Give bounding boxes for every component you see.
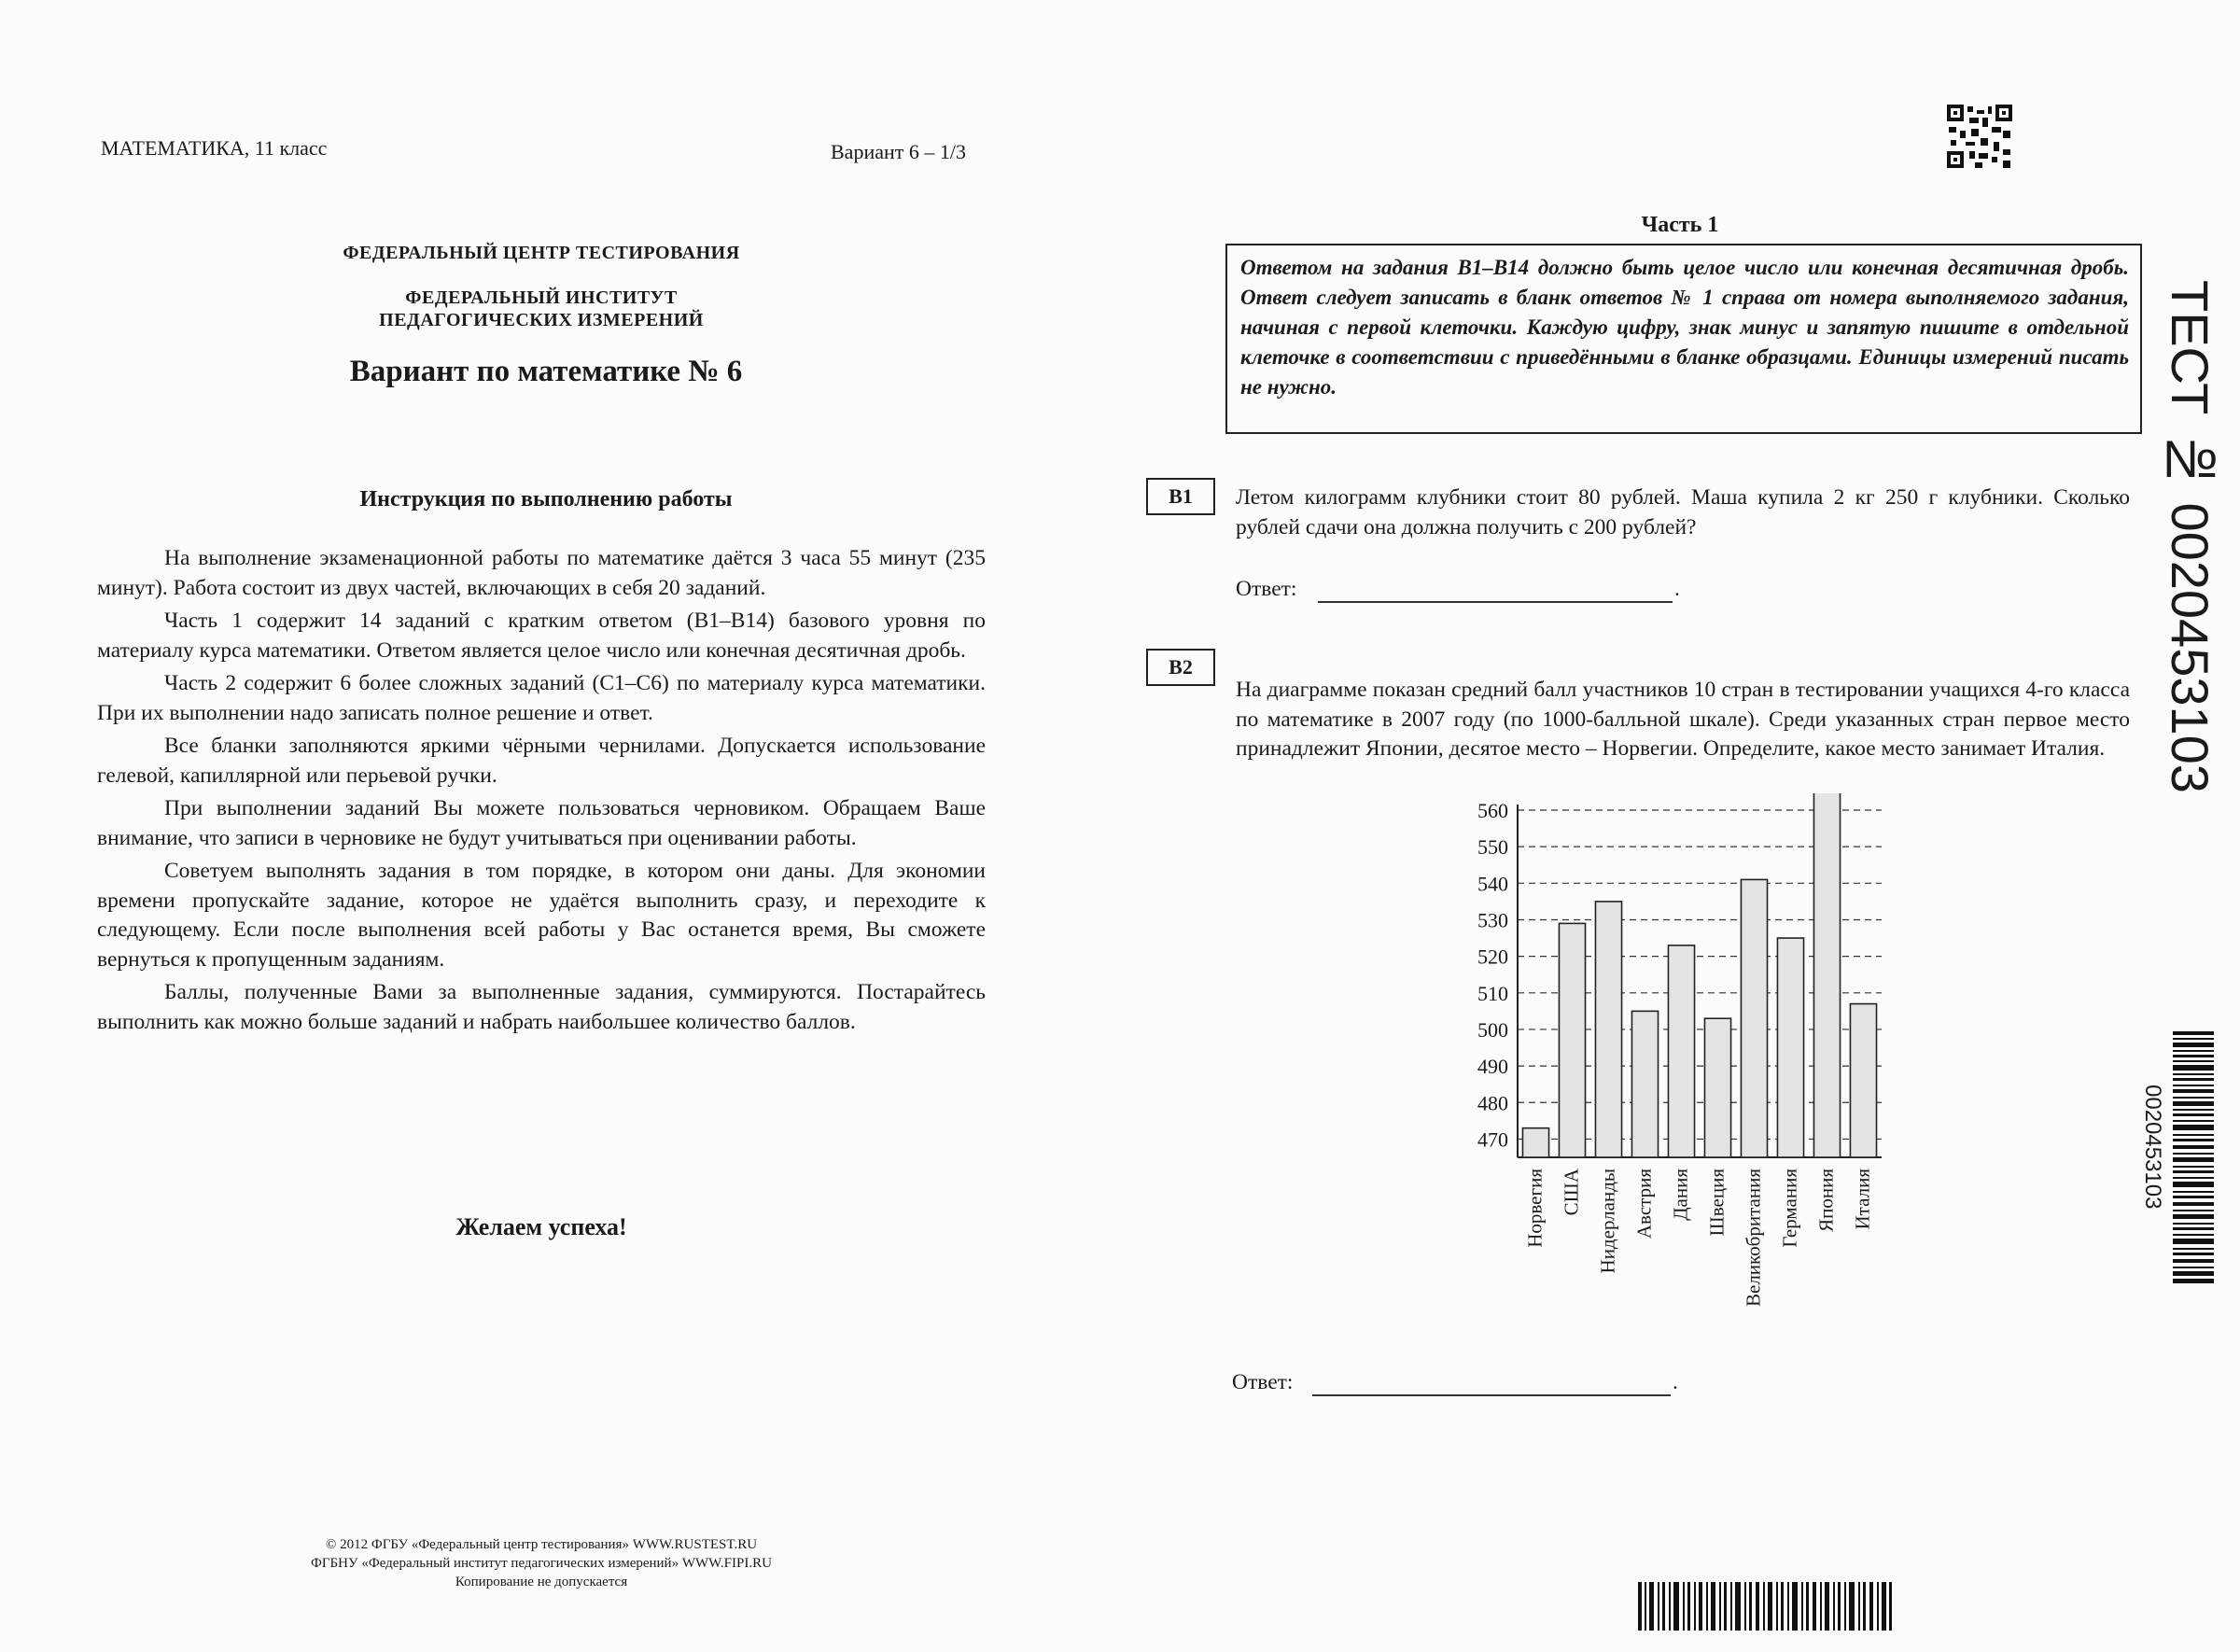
bottom-barcode-icon [1638,1582,1892,1631]
x-tick-label: Япония [1814,1169,1838,1232]
answer-instructions-box: Ответом на задания B1–B14 должно быть целое число или конечная десятичная дробь. Ответ следует записать в бланк ответов № 1 справа от номера выполняемого задания, начиная с первой клеточки. Каждую цифру, знак минус и запятую пишите в отдельной клеточке в соответствии с приведёнными в бланке образцами. Единицы измерений писать не нужно. [1225,244,2142,434]
task-label-b2: B2 [1146,649,1215,686]
instruction-title: Инструкция по выполнению работы [359,487,733,511]
answer-field-b1[interactable] [1318,601,1673,603]
y-tick-label: 470 [1477,1127,1508,1152]
x-tick-label: Дания [1669,1169,1692,1221]
x-tick-label: Норвегия [1523,1169,1547,1248]
wish-text: Желаем успеха! [455,1213,627,1240]
bar [1704,1018,1730,1157]
instruction-paragraph: Баллы, полученные Вами за выполненные задания, суммируются. Постарайтесь выполнить как можно больше заданий и набрать наибольшее количество баллов. [97,980,986,1034]
x-tick-label: Германия [1778,1169,1801,1248]
bar [1813,793,1840,1157]
task-b1-text: Летом килограмм клубники стоит 80 рублей. Маша купила 2 кг 250 г клубники. Сколько рублей сдачи она должна получить с 200 рублей? [1236,485,2130,539]
x-tick-label: Австрия [1632,1169,1656,1239]
answer-label: Ответ: [1232,1370,1294,1394]
footer-line: Копирование не допускается [455,1575,628,1589]
instruction-paragraph: Часть 2 содержит 6 более сложных заданий (C1–C6) по материалу курса математики. При их выполнении надо записать полное решение и ответ. [97,671,986,725]
y-tick-label: 540 [1477,872,1508,896]
y-tick-label: 500 [1477,1017,1508,1042]
answer-period: . [1673,1370,1678,1394]
y-tick-label: 510 [1477,981,1508,1005]
instruction-body [97,544,986,1041]
x-tick-label: США [1560,1169,1583,1216]
org-fipi-line1: ФЕДЕРАЛЬНЫЙ ИНСТИТУТ [405,287,678,308]
bar [1522,1128,1548,1157]
instruction-paragraph: При выполнении заданий Вы можете пользоваться черновиком. Обращаем Ваше внимание, что записи в черновике не будут учитываться при оценивании работы. [97,796,986,850]
instruction-paragraph: Советуем выполнять задания в том порядке, в котором они даны. Для экономии времени пропускайте задание, которое не удаётся выполнить сразу, и переходите к следующему. Если после выполнения всей работы у Вас останется время, Вы сможете вернуться к пропущенным заданиям. [97,859,986,972]
x-tick-label: Нидерланды [1596,1169,1619,1274]
header-variant: Вариант 6 – 1/3 [831,140,966,163]
y-tick-label: 550 [1477,835,1508,860]
qr-code-icon [1947,105,2012,168]
y-tick-label: 530 [1477,908,1508,932]
answer-label: Ответ: [1236,577,1297,601]
task-b2-text: На диаграмме показан средний балл участников 10 стран в тестировании учащихся 4-го класса по математике в 2007 году (по 1000-балльной шкале). Среди указанных стран первое место принадлежит Японии, десятое место – Норвегии. Определите, какое место занимает Италия. [1236,678,2130,761]
y-tick-label: 520 [1477,945,1508,969]
x-tick-label: Швеция [1705,1169,1729,1237]
side-barcode-icon [2173,1031,2214,1283]
bar [1741,879,1767,1157]
bar-chart [1456,793,1904,1344]
part-title: Часть 1 [1641,213,1719,237]
task-label-b1: B1 [1146,478,1215,515]
instruction-paragraph: Все бланки заполняются яркими чёрными чернилами. Допускается использование гелевой, капиллярной или перьевой ручки. [97,734,986,788]
y-tick-label: 560 [1477,799,1508,822]
side-test-number: ТЕСТ № 0020453103 [2161,280,2219,793]
footer [187,1535,896,1591]
header-subject: МАТЕМАТИКА, 11 класс [101,136,328,160]
answer-period: . [1674,577,1680,601]
y-tick-label: 490 [1477,1055,1508,1079]
bar [1777,938,1803,1157]
org-federal-testing-center: ФЕДЕРАЛЬНЫЙ ЦЕНТР ТЕСТИРОВАНИЯ [343,243,740,263]
bar [1631,1011,1658,1157]
footer-line: © 2012 ФГБУ «Федеральный центр тестирования» WWW.RUSTEST.RU [325,1537,758,1552]
bar [1559,923,1585,1157]
x-tick-label: Великобритания [1742,1169,1765,1307]
y-tick-label: 480 [1477,1091,1508,1115]
answer-field-b2[interactable] [1312,1394,1671,1396]
org-fipi-line2: ПЕДАГОГИЧЕСКИХ ИЗМЕРЕНИЙ [379,310,704,330]
instruction-paragraph: Часть 1 содержит 14 заданий с кратким ответом (B1–B14) базового уровня по материалу курса математики. Ответом является целое число или конечная десятичная дробь. [97,609,986,663]
page-title: Вариант по математике № 6 [349,355,743,388]
footer-line: ФГБНУ «Федеральный институт педагогических измерений» WWW.FIPI.RU [311,1556,772,1571]
bar [1850,1004,1876,1157]
barcode-number: 0020453103 [2140,1085,2165,1210]
bar [1595,902,1621,1157]
bar [1668,945,1694,1157]
x-tick-label: Италия [1851,1169,1874,1230]
instruction-paragraph: На выполнение экзаменационной работы по математике даётся 3 часа 55 минут (235 минут). Работа состоит из двух частей, включающих в себя 20 заданий. [97,546,986,600]
